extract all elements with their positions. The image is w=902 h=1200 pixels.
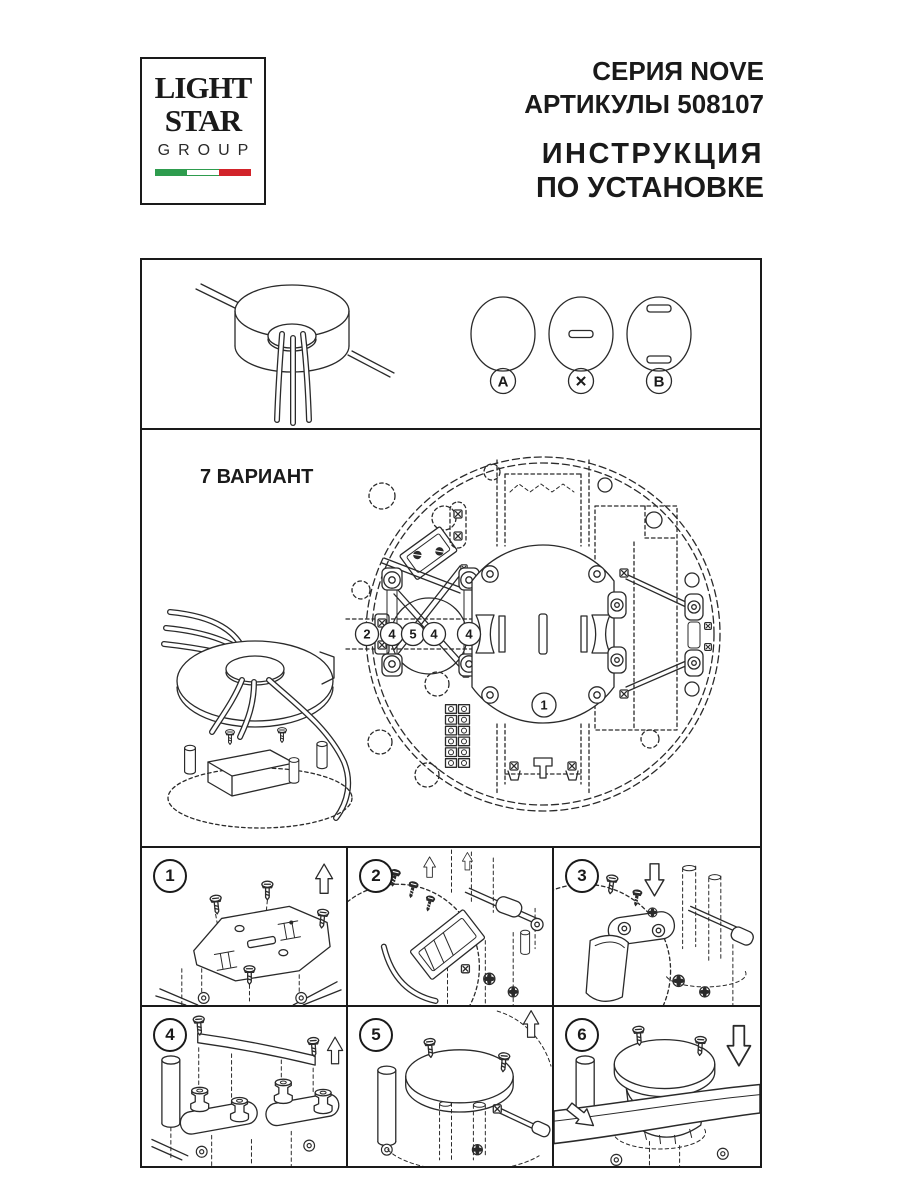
down-arrow-icon [645,864,664,896]
step-number-badge: 5 [359,1018,393,1052]
callout-2-label: 2 [363,626,371,642]
down-arrow-icon [727,1026,750,1066]
step-cell-4 [142,1007,348,1166]
terminal-block-drawing [446,705,470,768]
step-cell-6 [554,1007,760,1166]
connector-b-label: B [653,373,665,391]
callout-1 [532,693,556,717]
screw-head-icon [648,908,657,917]
flag-green-stripe [155,169,187,176]
connector-a-label: A [497,373,509,391]
callout-5-label: 5 [409,626,417,642]
screw-head-icon [508,987,518,997]
screw-icon [210,895,223,915]
logo-word-star: STAR [164,103,242,138]
mount-overview-panel [140,258,762,430]
connector-type-b [627,297,691,394]
up-arrow-icon [316,864,333,893]
logo-word-group: GROUP [157,142,257,159]
series-title: СЕРИЯ NOVE [592,56,764,86]
up-arrow-icon [424,857,436,877]
screw-head-icon [484,973,495,984]
screw-icon [193,1016,205,1036]
screw-icon [605,874,619,894]
italian-flag-icon [155,169,251,176]
screw-icon [423,895,436,913]
step-number-badge: 4 [153,1018,187,1052]
step-cell-2 [348,848,554,1007]
callout-5 [402,623,425,646]
callout-1-label: 1 [540,697,548,713]
variant-panel [140,428,762,848]
callout-4b-label: 4 [430,626,438,642]
screw-head-icon [700,987,710,997]
step-number-badge: 2 [359,859,393,893]
instruction-title-line1: ИНСТРУКЦИЯ [541,138,764,170]
step-cell-3 [554,848,760,1007]
up-arrow-icon [523,1011,538,1038]
callout-4b [423,623,446,646]
screw-icon [630,889,642,907]
articles-title: АРТИКУЛЫ 508107 [524,89,764,119]
screw-icon [262,881,273,900]
connector-type-x [549,297,613,394]
screw-head-icon [673,975,684,986]
up-arrow-icon [327,1037,342,1064]
connector-type-a [471,297,535,394]
lightstar-logo [140,57,266,205]
fixing-plate-drawing [399,526,457,580]
flag-white-stripe [187,169,219,176]
mounting-plate-drawing [142,430,760,846]
callout-4c-label: 4 [465,626,473,642]
logo-word-light: LIGHT [154,70,252,105]
callout-4a [381,623,404,646]
ceiling-canopy-drawing [196,284,394,423]
step-number-badge: 3 [565,859,599,893]
callout-4c [458,623,481,646]
callout-4a-label: 4 [388,626,396,642]
variant-title: 7 ВАРИАНТ [200,466,314,488]
instruction-title-line2: ПО УСТАНОВКЕ [535,172,764,204]
step-cell-1 [142,848,348,1007]
screw-icon [307,1037,319,1057]
step-number-badge: 1 [153,859,187,893]
screw-head-icon [472,1145,482,1155]
step-number-badge: 6 [565,1018,599,1052]
title-block [524,55,764,205]
steps-grid [140,846,762,1168]
step-cell-5 [348,1007,554,1166]
connector-x-label: ✕ [574,373,588,391]
mount-overview-drawing [142,260,760,428]
screw-icon [405,880,419,899]
canopy-wiring-drawing [164,612,352,828]
callout-2 [356,623,379,646]
flag-red-stripe [219,169,251,176]
